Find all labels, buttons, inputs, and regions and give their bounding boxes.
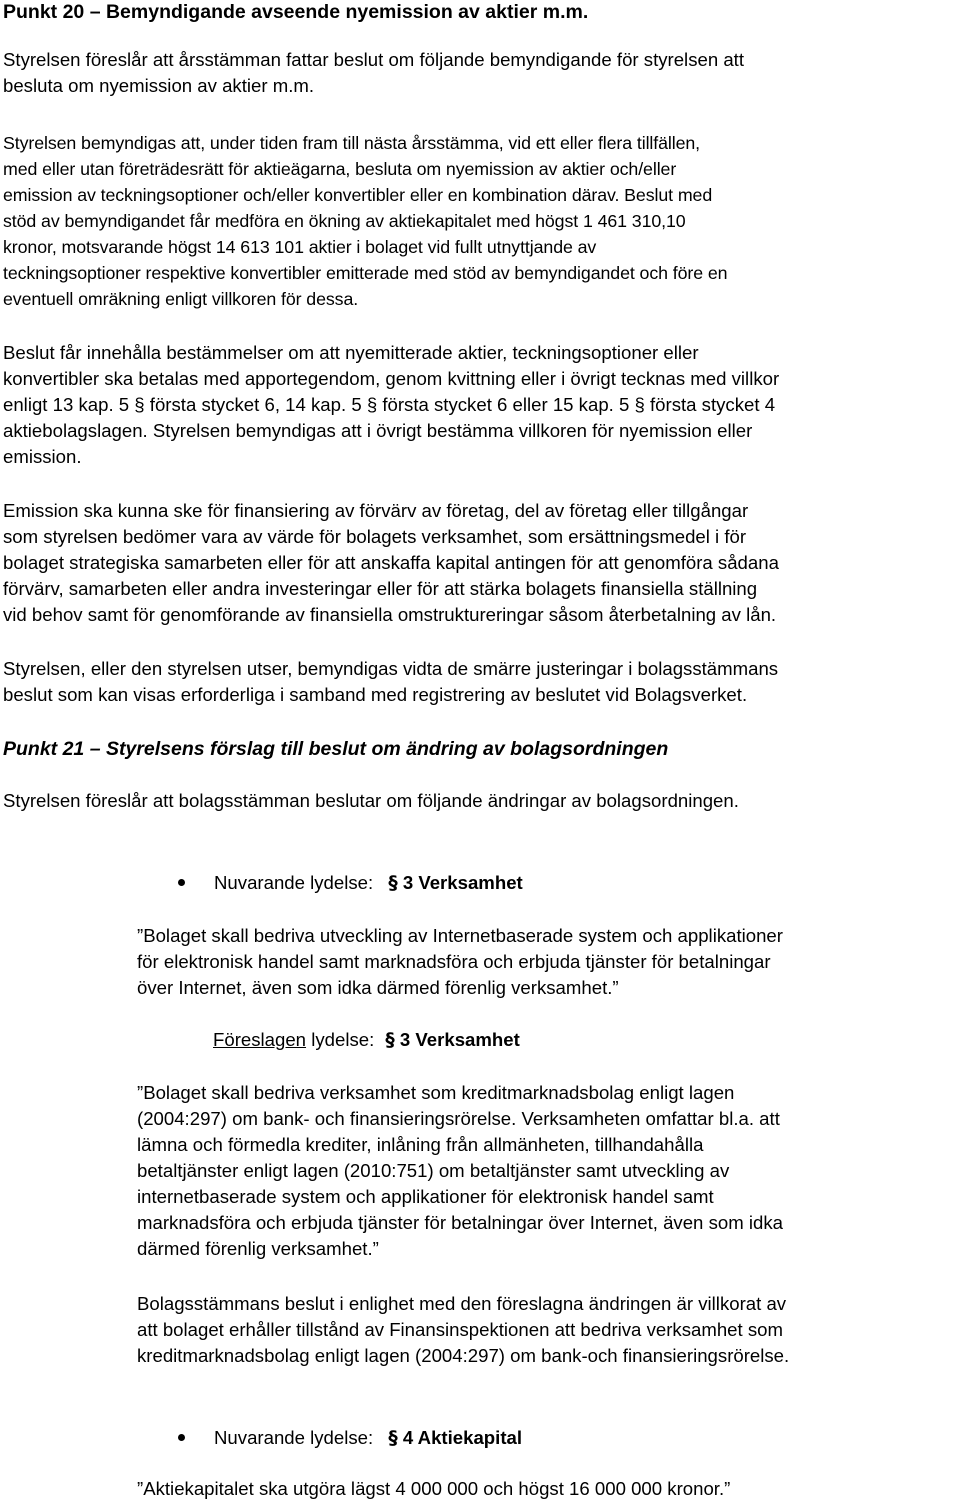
text-line: vid behov samt för genomförande av finansiella omstruktureringar såsom återbetalning av lån. bbox=[3, 604, 777, 625]
paragraph-condition bbox=[137, 1291, 789, 1369]
text-line: beslut som kan visas erforderliga i samband med registrering av beslutet vid Bolagsverket. bbox=[3, 684, 748, 705]
paragraph-emission-purpose bbox=[3, 498, 960, 628]
text-line: eventuell omräkning enligt villkoren för dessa. bbox=[3, 289, 359, 309]
text-line: lämna och förmedla krediter, inlåning från allmänheten, tillhandahålla bbox=[137, 1134, 704, 1155]
text-line: Styrelsen bemyndigas att, under tiden fram till nästa årsstämma, vid ett eller flera tillfällen, bbox=[3, 133, 701, 153]
text-line: internetbaserade system och applikationer för elektronisk handel samt bbox=[137, 1186, 714, 1207]
text-line: som styrelsen bedömer vara av värde för bolagets verksamhet, som ersättningsmedel i för bbox=[3, 526, 747, 547]
text-line: Bolagsstämmans beslut i enlighet med den föreslagna ändringen är villkorat av bbox=[137, 1293, 787, 1314]
article-title: 3 Verksamhet bbox=[402, 872, 523, 893]
section-sign-icon: § bbox=[388, 1428, 398, 1449]
text-line: (2004:297) om bank- och finansieringsrörelse. Verksamheten omfattar bl.a. att bbox=[137, 1108, 780, 1129]
text-line: betaltjänster enligt lagen (2010:751) om betaltjänster samt utveckling av bbox=[137, 1160, 730, 1181]
paragraph-punkt-21-intro bbox=[3, 788, 960, 814]
proposed-wording-row bbox=[213, 1028, 520, 1053]
proposed-label-rest: lydelse: bbox=[311, 1029, 375, 1050]
text-line: kronor, motsvarande högst 14 613 101 aktier i bolaget vid fullt utnyttjande av bbox=[3, 237, 597, 257]
quote-proposed-verksamhet bbox=[137, 1080, 783, 1262]
article-title: 4 Aktiekapital bbox=[402, 1427, 523, 1448]
text-line: Styrelsen föreslår att bolagsstämman beslutar om följande ändringar av bolagsordningen. bbox=[3, 790, 739, 811]
text-line: konvertibler ska betalas med apportegendom, genom kvittning eller i övrigt tecknas med villkor bbox=[3, 368, 780, 389]
bullet-icon bbox=[178, 1434, 185, 1441]
list-item-aktiekapital bbox=[178, 1426, 522, 1451]
list-item-verksamhet bbox=[178, 871, 523, 896]
bullet-icon bbox=[178, 879, 185, 886]
text-line: Styrelsen, eller den styrelsen utser, bemyndigas vidta de smärre justeringar i bolagsstämmans bbox=[3, 658, 779, 679]
text-line: Styrelsen föreslår att årsstämman fattar beslut om följande bemyndigande för styrelsen att bbox=[3, 49, 745, 70]
text-line: marknadsföra och erbjuda tjänster för betalningar över Internet, även som idka bbox=[137, 1212, 783, 1233]
current-wording-label: Nuvarande lydelse: bbox=[214, 1427, 374, 1448]
quote-current-verksamhet bbox=[137, 923, 783, 1001]
text-line: bolaget strategiska samarbeten eller för att anskaffa kapital antingen för att genomföra sådana bbox=[3, 552, 779, 573]
paragraph-adjustments bbox=[3, 656, 960, 708]
paragraph-punkt-20-intro bbox=[3, 47, 960, 99]
text-line: stöd av bemyndigandet får medföra en ökning av aktiekapitalet med högst 1 461 310,10 bbox=[3, 211, 686, 231]
paragraph-payment-terms bbox=[3, 340, 960, 470]
text-line: ”Bolaget skall bedriva utveckling av Internetbaserade system och applikationer bbox=[137, 925, 783, 946]
text-line: därmed förenlig verksamhet.” bbox=[137, 1238, 379, 1259]
text-line: ”Bolaget skall bedriva verksamhet som kreditmarknadsbolag enligt lagen bbox=[137, 1082, 735, 1103]
text-line: teckningsoptioner respektive konvertibler emitterade med stöd av bemyndigandet och före en bbox=[3, 263, 728, 283]
text-line: emission. bbox=[3, 446, 82, 467]
section-sign-icon: § bbox=[388, 873, 398, 894]
text-line: besluta om nyemission av aktier m.m. bbox=[3, 75, 315, 96]
article-title: 3 Verksamhet bbox=[399, 1029, 520, 1050]
quote-current-aktiekapital bbox=[137, 1476, 730, 1502]
section-sign-icon: § bbox=[385, 1030, 395, 1051]
section-heading-punkt-21: Punkt 21 – Styrelsens förslag till beslut om ändring av bolagsordningen bbox=[3, 738, 669, 760]
text-line: aktiebolagslagen. Styrelsen bemyndigas att i övrigt bestämma villkoren för nyemission eller bbox=[3, 420, 753, 441]
text-line: förvärv, samarbeten eller andra investeringar eller för att stärka bolagets finansiella ställning bbox=[3, 578, 758, 599]
text-line: ”Aktiekapitalet ska utgöra lägst 4 000 000 och högst 16 000 000 kronor.” bbox=[137, 1478, 731, 1499]
current-wording-label: Nuvarande lydelse: bbox=[214, 872, 374, 893]
text-line: enligt 13 kap. 5 § första stycket 6, 14 kap. 5 § första stycket 6 eller 15 kap. 5 § första stycket 4 bbox=[3, 394, 776, 415]
text-line: kreditmarknadsbolag enligt lagen (2004:297) om bank-och finansieringsrörelse. bbox=[137, 1345, 790, 1366]
text-line: emission av teckningsoptioner och/eller konvertibler eller en kombination därav. Beslut med bbox=[3, 185, 713, 205]
text-line: för elektronisk handel samt marknadsföra och erbjuda tjänster för betalningar bbox=[137, 951, 771, 972]
text-line: att bolaget erhåller tillstånd av Finansinspektionen att bedriva verksamhet som bbox=[137, 1319, 783, 1340]
text-line: Emission ska kunna ske för finansiering av förvärv av företag, del av företag eller tillgångar bbox=[3, 500, 749, 521]
proposed-label-underlined: Föreslagen bbox=[213, 1029, 307, 1050]
text-line: Beslut får innehålla bestämmelser om att nyemitterade aktier, teckningsoptioner eller bbox=[3, 342, 699, 363]
text-line: med eller utan företrädesrätt för aktieägarna, besluta om nyemission av aktier och/eller bbox=[3, 159, 677, 179]
text-line: över Internet, även som idka därmed förenlig verksamhet.” bbox=[137, 977, 619, 998]
paragraph-authorization-terms bbox=[3, 130, 960, 312]
section-heading-punkt-20: Punkt 20 – Bemyndigande avseende nyemission av aktier m.m. bbox=[3, 1, 589, 23]
